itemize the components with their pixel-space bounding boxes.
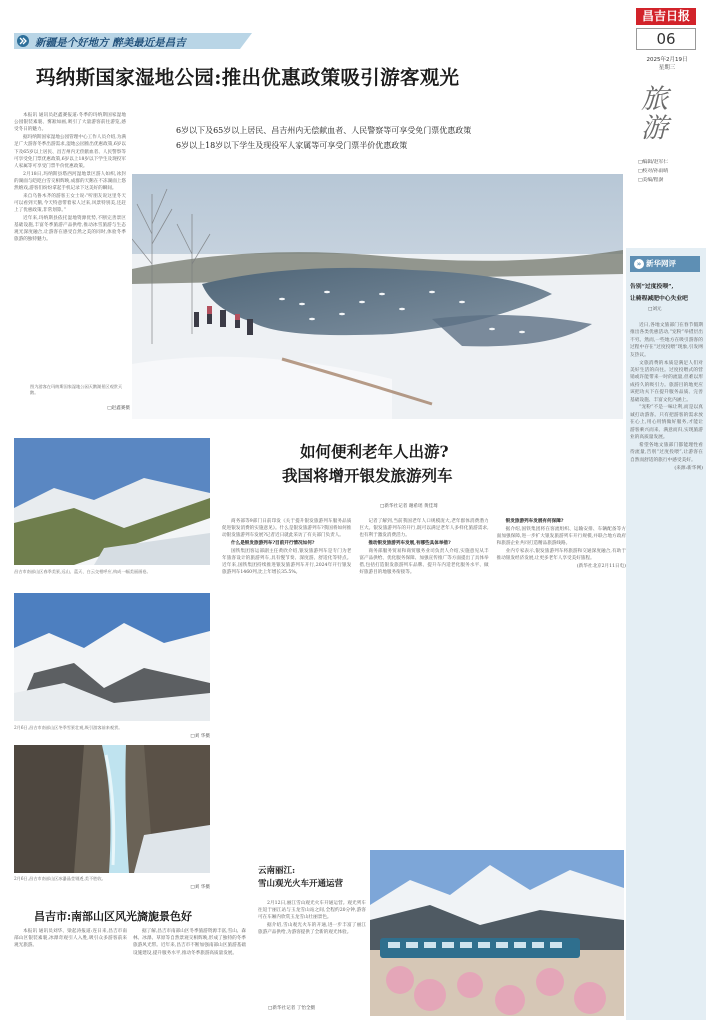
yunnan-credit: □新华社记者 丁怡全摄	[268, 1006, 316, 1011]
changji-headline: 昌吉市:南部山区风光旖旎景色好	[34, 910, 193, 923]
ice-waterfall-illustration	[14, 745, 210, 873]
commentary-headline: 告别“过度投喂”,	[630, 284, 674, 290]
commentary-paragraph: “宠粉”不是一味让利,而是以真诚打动游客。只有把游客的需求放在心上,用心用情做好服务,才能让游客乘兴而来、满意而归,实现旅游业的高质量发展。	[630, 405, 703, 441]
photo-caption: 昌吉市南部山区春季美景,远山、蓝天、白云交相呼应,构成一幅美丽画卷。	[14, 569, 151, 574]
yunnan-headline: 雪山观光火车开通运营	[258, 879, 344, 889]
lead-subheadline: 6岁以上18岁以下学生及现役军人家属等可享受门票半价优惠政策	[176, 141, 408, 150]
commentary-paragraph: 希望各地文旅部门都能理性看待流量,告别“过度投喂”,让游客在自然而舒适的旅行中感受美好。	[630, 443, 703, 463]
yunnan-paragraph: 2月12日,丽江雪山观光火车开通运营。观光列车往返于丽江站与玉龙雪山站之间,全程约20分钟,游客可在车厢内欣赏玉龙雪山壮丽景色。	[258, 901, 366, 921]
commentary-paragraph: 文旅消费的本质是满足人们对美好生活的向往。过度投喂式的营销或许能带来一时的流量,但难以形成持久的吸引力。旅游目的地更应该把功夫下在提升服务品质、完善基础设施、丰富文化内涵上。	[630, 360, 703, 403]
mountain-illustration	[14, 438, 210, 565]
issue-weekday: 星期三	[658, 65, 676, 71]
issue-date: 2025年2月19日	[646, 57, 688, 63]
mountain-photo-2	[14, 593, 210, 721]
train-question: 什么是银发旅游列车?目前开行情况如何?	[231, 541, 315, 547]
editor-line: □编辑/赵军仁	[638, 160, 669, 165]
yunnan-paragraph: 据介绍,雪山观光火车的开通,进一步丰富了丽江旅游产品供给,为游客提供了全新的观光体验。	[258, 923, 366, 936]
lead-paragraph: 本报讯 通讯员赵鑫赛报道:冬季的玛纳斯国家湿地公园银装素裹、雾凇如画,吸引了大量游客前往游览,感受冬日的魅力。	[14, 113, 126, 133]
editor-line: □校对/孙雨晴	[638, 169, 669, 174]
lead-subheadline: 6岁以下及65岁以上居民、昌吉州内无偿献血者、人民警察等可享受免门票优惠政策	[176, 126, 472, 135]
train-illustration	[370, 850, 624, 1016]
changji-paragraph: 据了解,昌吉市南部山区冬季旅游资源丰富,雪山、森林、冰瀑、草原等自然景观交相辉映,形成了独特的冬季旅游风光带。近年来,昌吉市不断加强南部山区旅游基础设施建设,提升服务水平,推动冬季旅游高质量发展。	[133, 929, 246, 956]
banner-slogan: 新疆是个好地方 醉美最近是昌吉	[35, 37, 186, 49]
yunnan-headline: 云南丽江:	[258, 866, 296, 876]
photo-caption: 2月6日,昌吉市南部山区冬季雪景壮观,吸引游客前来观赏。	[14, 725, 123, 730]
commentary-source: (来源:新华网)	[674, 465, 703, 471]
page-number: 06	[656, 30, 676, 48]
train-paragraph: 记者了解到,当前我国老年人口规模庞大,老年群体消费潜力巨大。银发旅游列车的开行,既可以满足老年人多样化旅游需求,也有利于激发消费活力。	[359, 519, 489, 539]
train-question: 银发旅游列车发展有何保障?	[505, 519, 564, 524]
train-source: (新华社北京2月11日电)	[576, 563, 626, 569]
train-byline: □新华社记者 谢希瑶 黄佳琦	[380, 504, 438, 509]
badge-arrow-icon: »	[634, 259, 644, 269]
swan-lake-photo	[132, 174, 623, 419]
train-body	[222, 518, 626, 836]
snow-mountain-train-photo	[370, 850, 624, 1016]
commentary-headline: 让骑程减肥中心失业吧	[630, 296, 688, 302]
lead-photo-credit: □赵鑫赛摄	[107, 406, 130, 411]
photo-caption: 2月6日,昌吉市南部山区冰瀑晶莹剔透,美不胜收。	[14, 876, 106, 881]
commentary-body	[630, 322, 703, 1012]
commentary-badge	[630, 256, 700, 272]
commentary-paragraph: 近日,各地文旅部门在春节假期推出各类优惠活动,“宠粉”举措层出不穷。然而,一些地方在吸引游客的过程中存在“过度投喂”现象,引发网友热议。	[630, 323, 703, 358]
commentary-badge-label: 新华网评	[646, 259, 676, 268]
train-paragraph: 业内专家表示,银发旅游列车将旅游和交通深度融合,有助于推动银发经济发展,让更多老年人享受美好旅程。	[496, 548, 626, 562]
train-headline: 我国将增开银发旅游列车	[282, 466, 453, 485]
train-paragraph: 商务部等9部门日前印发《关于提升银发旅游列车服务品质 促进银发消费的实施意见》。什么是银发旅游列车?我国将如何推动银发旅游列车发展?记者近日就此采访了有关部门负责人。	[222, 519, 352, 539]
yunnan-body	[258, 900, 366, 1000]
mountain-illustration	[14, 593, 210, 721]
swan-lake-illustration	[132, 174, 623, 419]
train-headline: 如何便利老年人出游?	[300, 442, 449, 461]
top-banner	[14, 32, 252, 50]
ice-waterfall-photo	[14, 745, 210, 873]
photo-credit: □刘 华摄	[190, 885, 210, 890]
section-title: 旅游	[636, 84, 667, 142]
paper-logo: 昌吉日报	[636, 8, 696, 25]
lead-paragraph: 近年来,玛纳斯县依托湿地资源优势,不断完善景区基础设施,丰富冬季旅游产品供给,推动冰雪旅游与生态观光深度融合,让游客在感受自然之美的同时,体验冬季旅游的独特魅力。	[14, 215, 126, 243]
page-number-box	[636, 28, 696, 50]
lead-paragraph: 来自乌鲁木齐的游客王女士说:“听朋友说这里冬天可以看到天鹅,今天特意带着家人过来,风景特别美,还赶上了优惠政策,非常划算。”	[14, 193, 126, 214]
lead-paragraph: 据玛纳斯国家湿地公园管理中心工作人员介绍,为满足广大游客冬季出游需求,湿地公园推出优惠政策,6岁以下及65岁以上居民、昌吉州内无偿献血者、人民警察等可享受免门票优惠政策,6岁以上18岁以下学生及现役军人家属等可享受门票半价优惠政策。	[14, 135, 126, 169]
train-paragraph: 国铁集团客运部副主任黄欣介绍,银发旅游列车是专门为老年旅客设计的旅游列车,具有慢节奏、深度游、舒适化等特点。近年来,国铁集团持续推进银发旅游列车开行,2024年开行银发旅游列车1460列,比上年增长35.5%。	[222, 548, 352, 576]
commentary-author: □刘元	[648, 307, 662, 312]
train-question: 推动银发旅游列车发展,有哪些具体举措?	[368, 541, 451, 547]
editor-list	[638, 158, 698, 185]
editor-line: □美编/程澍	[638, 178, 664, 183]
changji-body	[14, 928, 246, 1020]
train-paragraph: 据介绍,国铁集团将在客流组织、运输安排、车辆配备等方面加强保障,进一步扩大银发旅游列车开行规模,并联合地方政府和旅游企业共同打造精品旅游线路。	[496, 526, 626, 547]
lead-body	[14, 112, 126, 352]
lead-paragraph: 2月18日,玛纳斯县塔西河湿地景区游人如织,冰封的湖面与皑皑白雪交相辉映,成群的天鹅在不冻湖面上悠然嬉戏,游客们纷纷拿起手机记录下这美好的瞬间。	[14, 171, 126, 192]
mountain-photo-1	[14, 438, 210, 565]
lead-headline: 玛纳斯国家湿地公园:推出优惠政策吸引游客观光	[36, 66, 460, 89]
photo-credit: □刘 华摄	[190, 734, 210, 739]
train-paragraph: 商务部服务贸易和商贸服务业司负责人介绍,实施意见从丰富产品供给、优化服务保障、加强宣传推广等方面提出了具体举措,包括打造银发旅游列车品牌、提升车内适老化服务水平、做好旅游目的地服务衔接等。	[359, 548, 489, 576]
changji-paragraph: 本报讯 通讯员刘华、梁起涛报道:连日来,昌吉市南部山区银装素裹,冰瀑奇观引人入胜,吸引众多游客前来观光旅游。	[14, 929, 127, 949]
lead-photo-caption: 图为游客在玛纳斯国家湿地公园天鹅湖景区观赏天鹅。	[30, 384, 123, 396]
